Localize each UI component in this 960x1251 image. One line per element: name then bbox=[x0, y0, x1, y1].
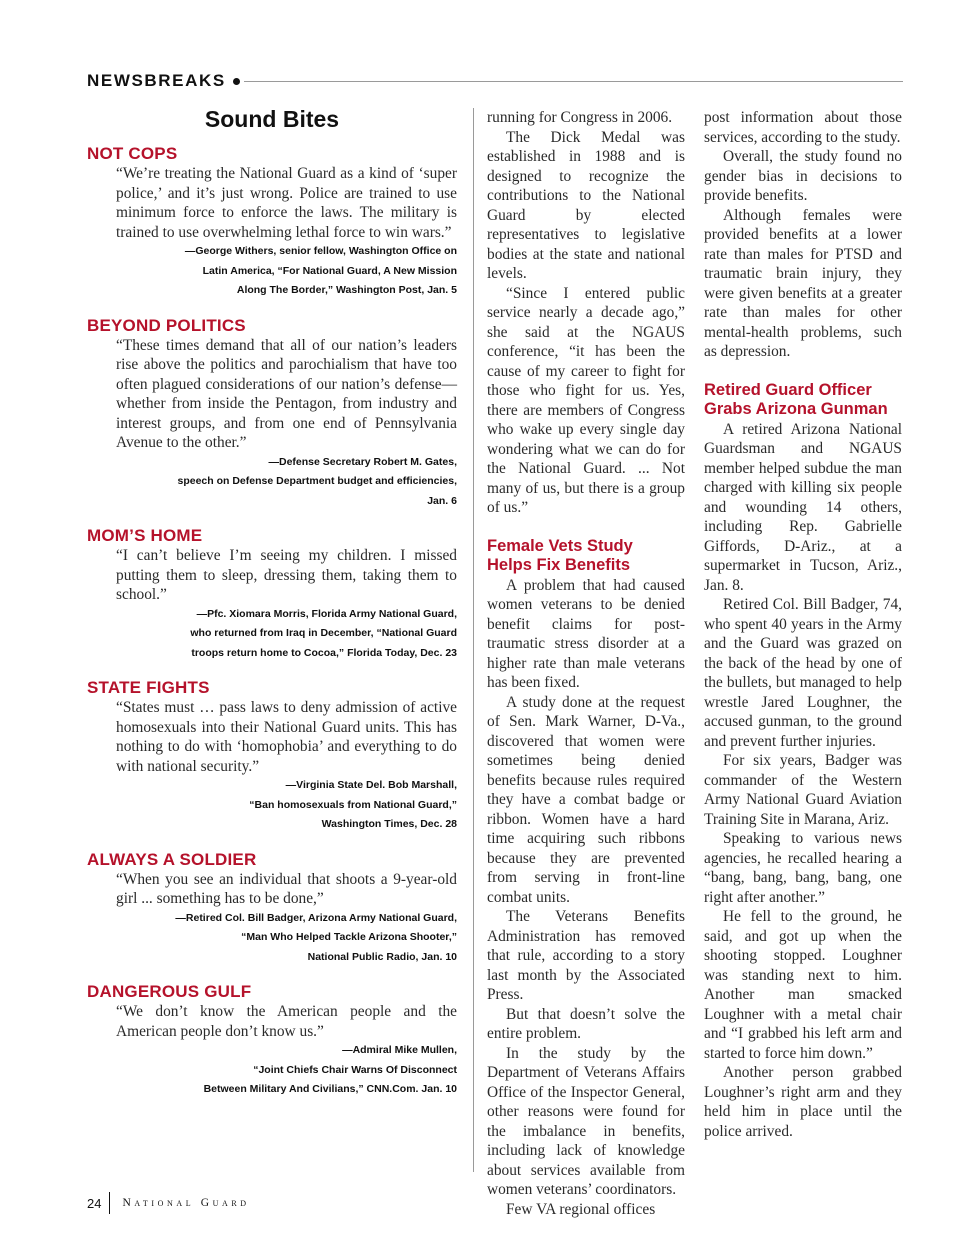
paragraph: Another person grabbed Loughner’s right arm and they held him in place until the police arrived. bbox=[704, 1064, 902, 1140]
paragraph: He fell to the ground, he said, and got up when the shooting stopped. Loughner was standing next to him. Another man smacked Loughner with a metal chair and “I grabbed his left arm and started to force him down.” bbox=[704, 908, 902, 1062]
paragraph: Few VA regional offices bbox=[506, 1200, 656, 1218]
attribution-line: troops return home to Cocoa,” Florida Today, Dec. 23 bbox=[191, 646, 457, 659]
paragraph: Overall, the study found no gender bias in decisions to provide benefits. bbox=[704, 148, 902, 204]
sound-bite bbox=[87, 316, 457, 512]
paragraph: post information about those services, according to the study. bbox=[704, 109, 902, 146]
attribution-line: who returned from Iraq in December, “National Guard bbox=[190, 627, 457, 639]
bullet-dot-icon bbox=[233, 78, 240, 85]
paragraph: A problem that had caused women veterans to be denied benefit claims for post-traumatic stress disorder at a higher rate than male veterans has been fixed. bbox=[487, 576, 685, 691]
attribution-line: “Joint Chiefs Chair Warns Of Disconnect bbox=[253, 1063, 457, 1076]
sound-bite-quote: “When you see an individual that shoots a 9-year-old girl ... something has to be done,” bbox=[116, 870, 457, 907]
sound-bite-heading: ALWAYS A SOLDIER bbox=[87, 849, 257, 869]
sound-bite bbox=[87, 526, 457, 663]
paragraph: Speaking to various news agencies, he recalled hearing a “bang, bang, bang, bang, one right after another.” bbox=[704, 830, 902, 906]
attribution-line: “Man Who Helped Tackle Arizona Shooter,” bbox=[241, 931, 457, 943]
sound-bites-title: Sound Bites bbox=[204, 106, 340, 132]
sound-bite-quote: “We’re treating the National Guard as a kind of ‘super police,’ and it’s just wrong. Police are trained to use minimum force to enforce the laws. The military is trained to use overwhelming lethal force to win wars.” bbox=[116, 165, 457, 241]
paragraph: But that doesn’t solve the entire problem. bbox=[487, 1005, 685, 1042]
story-headline bbox=[704, 381, 902, 420]
sound-bite-quote: “These times demand that all of our nation’s leaders rise above the politics and parochialism that have too often plagued considerations of our nation’s defense—whether from inside the Pentagon, from industry and interest groups, and from one end of Pennsylvania Avenue to the other.” bbox=[116, 336, 457, 451]
sound-bite-heading: MOM’S HOME bbox=[87, 526, 203, 545]
sound-bite-heading: NOT COPS bbox=[87, 144, 178, 163]
sound-bite-quote: “We don’t know the American people and the American people don’t know us.” bbox=[116, 1003, 457, 1040]
sound-bite-attribution bbox=[87, 1041, 457, 1100]
paragraph: Retired Col. Bill Badger, 74, who spent 40 years in the Army and the Guard was grazed on the back of the head by one of the bullets, but managed to help wrestle Jared Loughner, the accused gunman, to the ground and prevent further injuries. bbox=[704, 596, 902, 750]
sound-bite-attribution bbox=[87, 909, 457, 968]
sound-bite bbox=[87, 144, 457, 301]
attribution-line: Along The Border,” Washington Post, Jan. 5 bbox=[236, 284, 457, 296]
attribution-line: Between Military And Civilians,” CNN.Com. Jan. 10 bbox=[203, 1083, 457, 1095]
paragraph: Although females were provided benefits at a lower rate than males for PTSD and traumatic brain injury, they were given benefits at a greater rate than males for other mental-health problems, such as depression. bbox=[704, 206, 902, 360]
sound-bite-attribution bbox=[87, 242, 457, 301]
sound-bite-quote: “States must … pass laws to deny admission of active homosexuals into their National Guard units. This has nothing to do with ‘homophobia’ and everything to do with national security.” bbox=[116, 699, 457, 775]
sound-bite-attribution bbox=[87, 605, 457, 664]
sound-bite bbox=[87, 850, 457, 968]
paragraph: The Dick Medal was established in 1988 and is designed to recognize the contributions to the National Guard by elected representatives to legislative bodies at the state and national levels. bbox=[487, 128, 685, 282]
story-headline bbox=[487, 537, 685, 576]
paragraph: For six years, Badger was commander of the Western Army National Guard Aviation Training Site in Marana, Ariz. bbox=[704, 752, 902, 828]
attribution-line: —Defense Secretary Robert M. Gates, bbox=[268, 455, 457, 468]
sound-bite-attribution bbox=[87, 453, 457, 512]
paragraph: A study done at the request of Sen. Mark Warner, D-Va., discovered that women were sometimes being denied benefits because rules required they have a combat badge or ribbon. Women have a hard time acquiring such ribbons because they are prevented from serving in front-line combat units. bbox=[487, 693, 685, 906]
attribution-line: Latin America, “For National Guard, A New Mission bbox=[202, 264, 457, 277]
sound-bite bbox=[87, 678, 457, 835]
article-column-2 bbox=[487, 108, 685, 1219]
sound-bite-quote: “I can’t believe I’m seeing my children. I missed putting them to sleep, dressing them, taking them to school.” bbox=[116, 547, 457, 603]
attribution-line: Washington Times, Dec. 28 bbox=[321, 818, 457, 830]
paragraph: “Since I entered public service nearly a decade ago,” she said at the NGAUS conference, “it has been the cause of my career to fight for those who fight for us. Yes, there are members of Congress who wake up every single day wondering what we can do for the National Guard. ... Not many of us, but there is a group of us.” bbox=[487, 284, 685, 516]
attribution-line: National Public Radio, Jan. 10 bbox=[307, 950, 457, 963]
paragraph: running for Congress in 2006. bbox=[487, 109, 673, 126]
headline-line: Female Vets Study bbox=[487, 536, 633, 555]
attribution-line: —George Withers, senior fellow, Washington Office on bbox=[184, 245, 457, 257]
publication-name: National Guard bbox=[122, 1197, 250, 1209]
attribution-line: Jan. 6 bbox=[427, 494, 457, 507]
attribution-line: —Admiral Mike Mullen, bbox=[342, 1044, 457, 1056]
sound-bite-heading: STATE FIGHTS bbox=[87, 678, 210, 697]
paragraph: The Veterans Benefits Administration has removed that rule, according to a story last month by the Associated Press. bbox=[487, 908, 685, 1003]
column-divider bbox=[473, 108, 474, 1172]
article-column-3 bbox=[704, 108, 902, 1141]
sound-bite-attribution bbox=[87, 776, 457, 835]
headline-line: Helps Fix Benefits bbox=[487, 556, 631, 574]
header-rule bbox=[244, 81, 903, 82]
page-footer bbox=[87, 1192, 250, 1214]
attribution-line: speech on Defense Department budget and efficiencies, bbox=[177, 475, 457, 487]
section-header bbox=[87, 70, 903, 92]
sound-bite-heading: DANGEROUS GULF bbox=[87, 982, 252, 1001]
attribution-line: “Ban homosexuals from National Guard,” bbox=[249, 798, 457, 811]
section-title: NEWSBREAKS bbox=[87, 71, 226, 90]
paragraph: A retired Arizona National Guardsman and NGAUS member helped subdue the man charged with killing six people and wounding 14 others, including Rep. Gabrielle Giffords, D-Ariz., at a supermarket in Tucson, Ariz., Jan. 8. bbox=[704, 420, 902, 594]
headline-line: Retired Guard Officer bbox=[704, 380, 872, 399]
attribution-line: —Virginia State Del. Bob Marshall, bbox=[285, 779, 457, 791]
attribution-line: —Retired Col. Bill Badger, Arizona Army National Guard, bbox=[175, 911, 457, 924]
sound-bite-heading: BEYOND POLITICS bbox=[87, 315, 246, 335]
headline-line: Grabs Arizona Gunman bbox=[704, 400, 888, 418]
paragraph: In the study by the Department of Veterans Affairs Office of the Inspector General, other reasons were found for the imbalance in benefits, including lack of knowledge about services available from women veterans’ coordinators. bbox=[487, 1044, 685, 1198]
sound-bites-column bbox=[87, 108, 457, 1115]
page-number: 24 bbox=[87, 1195, 102, 1211]
attribution-line: —Pfc. Xiomara Morris, Florida Army National Guard, bbox=[196, 607, 457, 620]
sound-bite bbox=[87, 982, 457, 1100]
